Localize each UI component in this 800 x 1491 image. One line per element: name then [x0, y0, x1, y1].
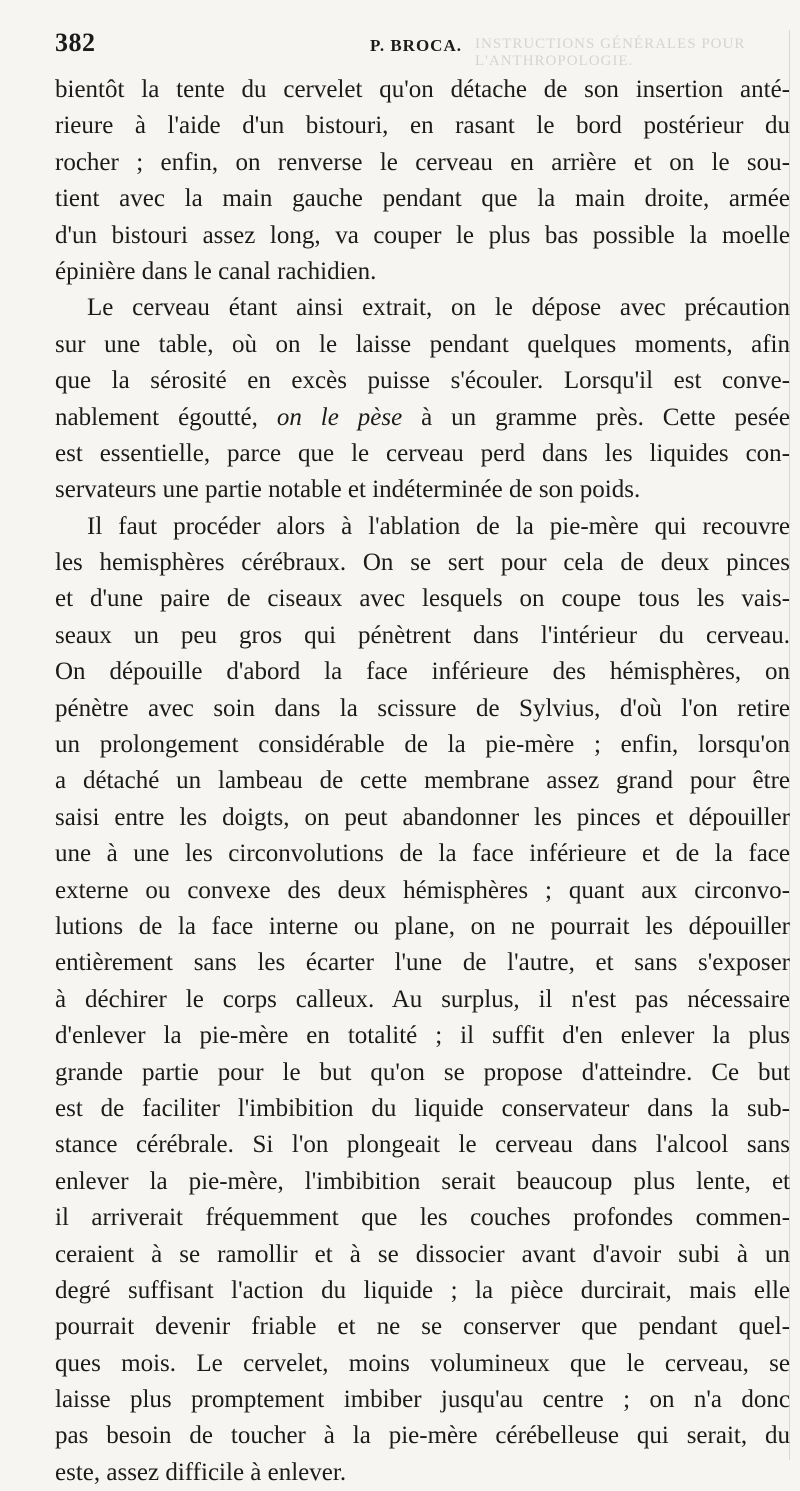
text-segment: à un gramme près. Cette pesée — [402, 403, 790, 431]
text-segment: nablement égoutté, — [55, 403, 277, 431]
text-line: que la sérosité en excès puisse s'écouler. Lorsqu'il est conve- — [55, 367, 790, 395]
text-line: et d'une paire de ciseaux avec lesquels on coupe tous les vais- — [55, 585, 790, 613]
text-line: tient avec la main gauche pendant que la main droite, armée — [55, 185, 790, 213]
page-number: 382 — [55, 28, 96, 57]
body-text — [55, 72, 790, 1491]
text-line: pas besoin de toucher à la pie-mère cérébelleuse qui serait, du — [55, 1422, 790, 1450]
text-line: ceraient à se ramollir et à se dissocier avant d'avoir subi à un — [55, 1240, 790, 1268]
text-line: externe ou convexe des deux hémisphères ; quant aux circonvo- — [55, 876, 790, 904]
text-line: rieure à l'aide d'un bistouri, en rasant le bord postérieur du — [55, 112, 790, 140]
text-line: Il faut procéder alors à l'ablation de la pie-mère qui recouvre — [87, 512, 790, 540]
text-line: d'un bistouri assez long, va couper le plus bas possible la moelle — [55, 221, 790, 249]
text-line: un prolongement considérable de la pie-mère ; enfin, lorsqu'on — [55, 731, 790, 759]
text-line: enlever la pie-mère, l'imbibition serait beaucoup plus lente, et — [55, 1167, 790, 1195]
page-header — [55, 28, 755, 69]
text-line: d'enlever la pie-mère en totalité ; il suffit d'en enlever la plus — [55, 1022, 790, 1050]
text-line: est de faciliter l'imbibition du liquide conservateur dans la sub- — [55, 1094, 790, 1122]
text-line: stance cérébrale. Si l'on plongeait le cerveau dans l'alcool sans — [55, 1131, 790, 1159]
text-line: este, assez difficile à enlever. — [55, 1458, 347, 1486]
bleed-through-text: INSTRUCTIONS GÉNÉRALES POUR L'ANTHROPOLOGIE. — [475, 36, 746, 69]
text-line: une à une les circonvolutions de la face inférieure et de la face — [55, 840, 790, 868]
text-line: il arriverait fréquemment que les couches profondes commen- — [55, 1204, 790, 1232]
text-line: entièrement sans les écarter l'une de l'autre, et sans s'exposer — [55, 949, 790, 977]
running-head: P. BROCA. — [370, 36, 462, 55]
text-line: degré suffisant l'action du liquide ; la pièce durcirait, mais elle — [55, 1276, 790, 1304]
text-line: est essentielle, parce que le cerveau perd dans les liquides con- — [55, 439, 790, 467]
text-line: pourrait devenir friable et ne se conserver que pendant quel- — [55, 1313, 790, 1341]
text-line: lutions de la face interne ou plane, on ne pourrait les dépouiller — [55, 912, 790, 940]
text-line: bientôt la tente du cervelet qu'on détache de son insertion anté- — [55, 76, 790, 103]
text-line: épinière dans le canal rachidien. — [55, 257, 377, 285]
text-line: On dépouille d'abord la face inférieure des hémisphères, on — [55, 658, 790, 686]
text-line — [55, 400, 790, 436]
text-line: a détaché un lambeau de cette membrane assez grand pour être — [55, 767, 790, 795]
text-line: laisse plus promptement imbiber jusqu'au centre ; on n'a donc — [55, 1386, 790, 1414]
text-line: servateurs une partie notable et indéterminée de son poids. — [55, 476, 641, 504]
emphasis-text: on le pèse — [276, 403, 403, 431]
text-line: rocher ; enfin, on renverse le cerveau en arrière et on le sou- — [55, 148, 790, 176]
text-line: à déchirer le corps calleux. Au surplus, il n'est pas nécessaire — [55, 985, 790, 1013]
text-line: grande partie pour le but qu'on se propose d'atteindre. Ce but — [55, 1058, 790, 1086]
text-line: seaux un peu gros qui pénètrent dans l'intérieur du cerveau. — [55, 621, 790, 649]
text-line: sur une table, où on le laisse pendant quelques moments, afin — [55, 330, 790, 358]
text-line: les hemisphères cérébraux. On se sert pour cela de deux pinces — [55, 549, 790, 577]
text-line: ques mois. Le cervelet, moins volumineux que le cerveau, se — [55, 1349, 790, 1377]
text-line: saisi entre les doigts, on peut abandonner les pinces et dépouiller — [55, 803, 790, 831]
text-line: Le cerveau étant ainsi extrait, on le dépose avec précaution — [87, 294, 790, 322]
text-line: pénètre avec soin dans la scissure de Sylvius, d'où l'on retire — [55, 694, 790, 722]
